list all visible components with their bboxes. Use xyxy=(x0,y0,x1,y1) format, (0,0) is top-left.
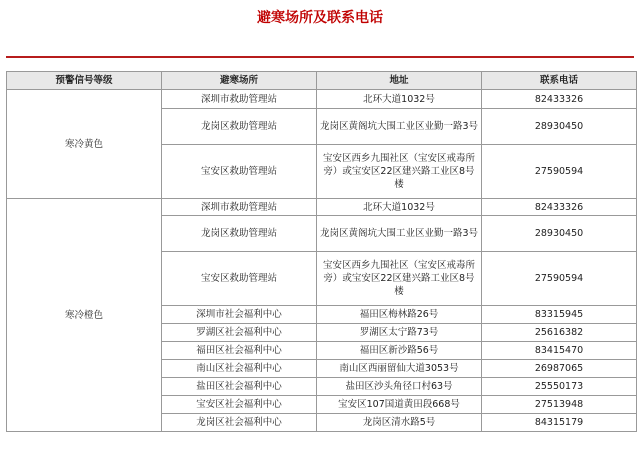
address-cell: 南山区西丽留仙大道3053号 xyxy=(317,360,482,378)
phone-cell: 28930450 xyxy=(482,109,637,145)
address-cell: 北环大道1032号 xyxy=(317,199,482,216)
phone-cell: 27513948 xyxy=(482,396,637,414)
place-cell: 深圳市救助管理站 xyxy=(162,90,317,109)
address-cell: 龙岗区黄阁坑大围工业区业勤一路3号 xyxy=(317,109,482,145)
header-level: 预警信号等级 xyxy=(7,72,162,90)
page-title: 避寒场所及联系电话 xyxy=(257,10,383,26)
title-divider xyxy=(6,56,634,58)
place-cell: 龙岗区社会福利中心 xyxy=(162,414,317,432)
place-cell: 盐田区社会福利中心 xyxy=(162,378,317,396)
address-cell: 北环大道1032号 xyxy=(317,90,482,109)
place-cell: 宝安区救助管理站 xyxy=(162,252,317,306)
header-address: 地址 xyxy=(317,72,482,90)
phone-cell: 83315945 xyxy=(482,306,637,324)
level-cell: 寒冷橙色 xyxy=(7,199,162,432)
place-cell: 龙岗区救助管理站 xyxy=(162,216,317,252)
place-cell: 罗湖区社会福利中心 xyxy=(162,324,317,342)
shelter-table xyxy=(6,71,637,432)
address-cell: 盐田区沙头角径口村63号 xyxy=(317,378,482,396)
place-cell: 福田区社会福利中心 xyxy=(162,342,317,360)
place-cell: 深圳市社会福利中心 xyxy=(162,306,317,324)
header-place: 避寒场所 xyxy=(162,72,317,90)
place-cell: 宝安区社会福利中心 xyxy=(162,396,317,414)
phone-cell: 27590594 xyxy=(482,252,637,306)
table-row xyxy=(7,90,637,109)
phone-cell: 25550173 xyxy=(482,378,637,396)
phone-cell: 84315179 xyxy=(482,414,637,432)
header-phone: 联系电话 xyxy=(482,72,637,90)
place-cell: 龙岗区救助管理站 xyxy=(162,109,317,145)
level-cell: 寒冷黄色 xyxy=(7,90,162,199)
place-cell: 深圳市救助管理站 xyxy=(162,199,317,216)
address-cell: 罗湖区太宁路73号 xyxy=(317,324,482,342)
phone-cell: 26987065 xyxy=(482,360,637,378)
address-cell: 宝安区西乡九围社区（宝安区戒毒所旁）或宝安区22区建兴路工业区8号楼 xyxy=(317,252,482,306)
place-cell: 宝安区救助管理站 xyxy=(162,145,317,199)
address-cell: 宝安区107国道黄田段668号 xyxy=(317,396,482,414)
place-cell: 南山区社会福利中心 xyxy=(162,360,317,378)
phone-cell: 82433326 xyxy=(482,90,637,109)
address-cell: 福田区新沙路56号 xyxy=(317,342,482,360)
address-cell: 龙岗区黄阁坑大围工业区业勤一路3号 xyxy=(317,216,482,252)
phone-cell: 27590594 xyxy=(482,145,637,199)
phone-cell: 82433326 xyxy=(482,199,637,216)
table-row xyxy=(7,199,637,216)
phone-cell: 83415470 xyxy=(482,342,637,360)
address-cell: 宝安区西乡九围社区（宝安区戒毒所旁）或宝安区22区建兴路工业区8号楼 xyxy=(317,145,482,199)
phone-cell: 28930450 xyxy=(482,216,637,252)
address-cell: 福田区梅林路26号 xyxy=(317,306,482,324)
table-header-row xyxy=(7,72,637,90)
phone-cell: 25616382 xyxy=(482,324,637,342)
address-cell: 龙岗区清水路5号 xyxy=(317,414,482,432)
